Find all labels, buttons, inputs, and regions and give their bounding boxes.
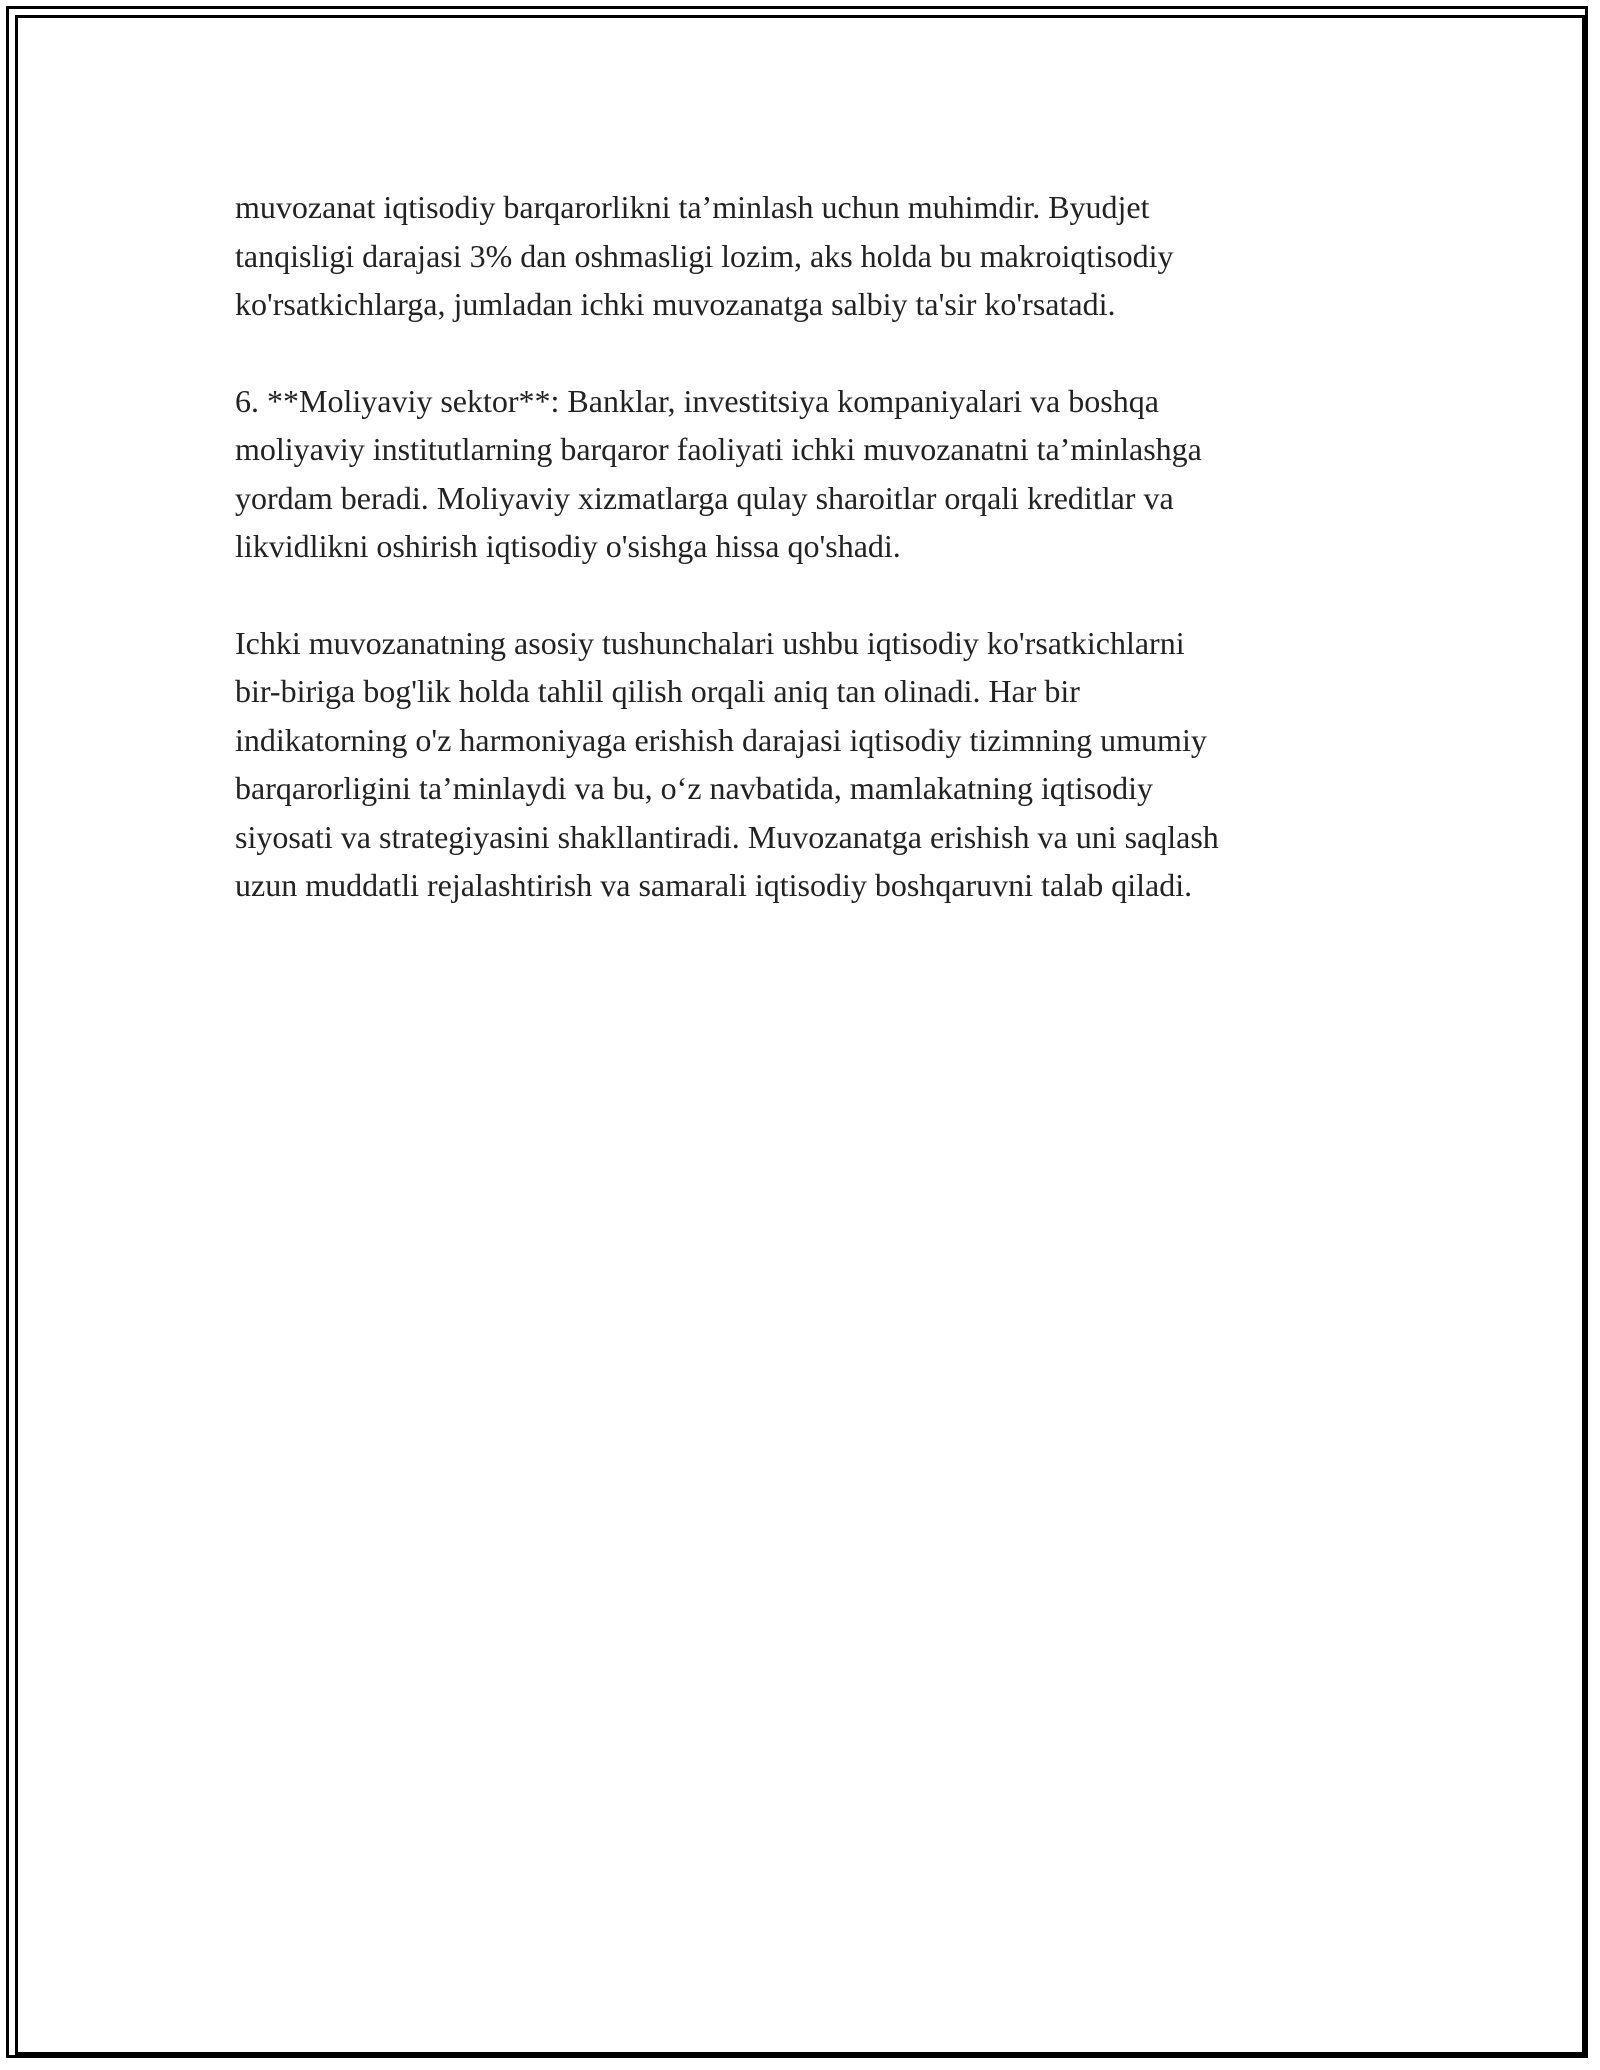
paragraph-conclusion bbox=[235, 619, 1385, 910]
text-line: yordam beradi. Moliyaviy xizmatlarga qulay sharoitlar orqali kreditlar va bbox=[235, 479, 1174, 516]
text-line: likvidlikni oshirish iqtisodiy o'sishga hissa qo'shadi. bbox=[235, 528, 901, 564]
text-line: 6. **Moliyaviy sektor**: Banklar, investitsiya kompaniyalari va boshqa bbox=[235, 382, 1159, 419]
text-line: tanqisligi darajasi 3% dan oshmasligi lozim, aks holda bu makroiqtisodiy bbox=[235, 237, 1174, 274]
text-line: indikatorning o'z harmoniyaga erishish darajasi iqtisodiy tizimning umumiy bbox=[235, 721, 1207, 758]
text-line: moliyaviy institutlarning barqaror faoliyati ichki muvozanatni ta’minlashga bbox=[235, 431, 1202, 467]
paragraph-budget-deficit bbox=[235, 183, 1385, 329]
document-body bbox=[235, 183, 1385, 958]
text-line: ko'rsatkichlarga, jumladan ichki muvozanatga salbiy ta'sir ko'rsatadi. bbox=[235, 286, 1116, 322]
text-line: muvozanat iqtisodiy barqarorlikni ta’minlash uchun muhimdir. Byudjet bbox=[235, 189, 1150, 225]
text-line: bir-biriga bog'lik holda tahlil qilish orqali aniq tan olinadi. Har bir bbox=[235, 673, 1080, 709]
text-line: Ichki muvozanatning asosiy tushunchalari ushbu iqtisodiy ko'rsatkichlarni bbox=[235, 624, 1185, 661]
text-line: barqarorligini ta’minlaydi va bu, o‘z navbatida, mamlakatning iqtisodiy bbox=[235, 770, 1153, 806]
paragraph-financial-sector bbox=[235, 377, 1385, 571]
text-line: uzun muddatli rejalashtirish va samarali iqtisodiy boshqaruvni talab qiladi. bbox=[235, 867, 1193, 903]
text-line: siyosati va strategiyasini shakllantiradi. Muvozanatga erishish va uni saqlash bbox=[235, 818, 1219, 855]
